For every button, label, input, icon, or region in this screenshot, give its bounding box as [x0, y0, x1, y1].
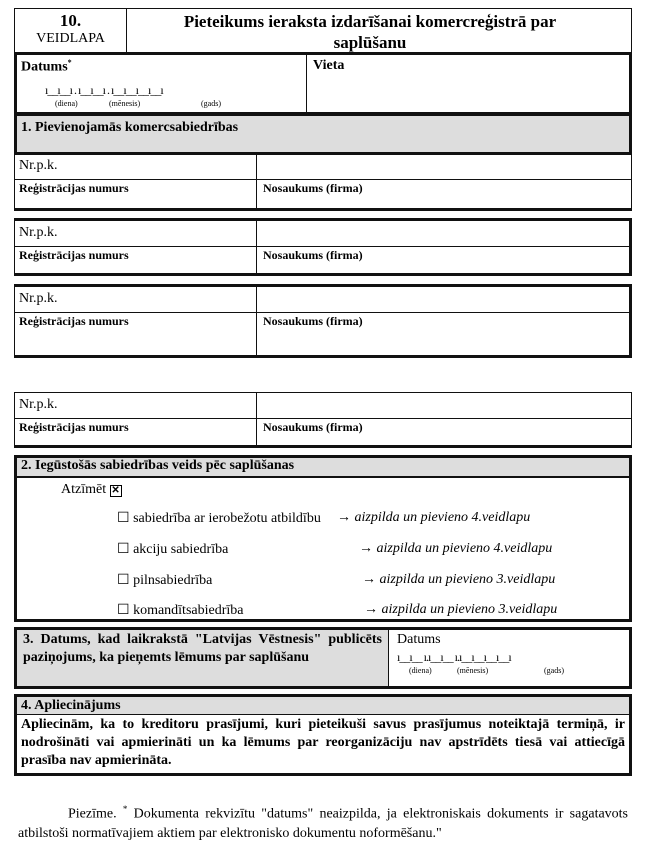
arrow-right-icon: → — [359, 541, 377, 556]
checkbox-icon[interactable]: ☐ — [117, 511, 130, 526]
checkbox-icon[interactable]: ☐ — [117, 542, 130, 557]
form-label: VEIDLAPA — [36, 31, 105, 46]
place-label: Vieta — [313, 58, 345, 73]
asterisk: * — [67, 58, 72, 67]
date-label: Datums — [21, 59, 68, 75]
certification-text: Apliecinām, ka to kreditoru prasījumi, kuri pieteikuši savus prasījumus noteiktajā termiņā, ir nodrošināti vai apmierināti un ka lēmums par reorganizāciju nav apstrīdēts tiesā vai attiecīgā prasība nav apmierināta. — [21, 717, 625, 768]
asterisk: * — [122, 804, 128, 814]
section1-title: 1. Pievienojamās komercsabiedrības — [21, 120, 239, 135]
nr-label: Nr.p.k. — [19, 225, 58, 240]
company-entry — [14, 218, 632, 276]
section3-block — [14, 627, 632, 689]
year-caption: (gads) — [544, 666, 564, 675]
section1-header — [14, 113, 632, 155]
checkbox-icon[interactable]: ☐ — [117, 573, 130, 588]
section4-block — [14, 694, 632, 776]
option-note — [362, 572, 555, 588]
year-caption: (gads) — [201, 99, 221, 108]
option-label: sabiedrība ar ierobežotu atbildību — [133, 511, 321, 526]
nr-label: Nr.p.k. — [19, 397, 58, 412]
month-caption: (mēnesis) — [457, 666, 489, 675]
checkbox-icon[interactable]: ☐ — [117, 603, 130, 618]
company-entry — [14, 153, 632, 211]
arrow-right-icon: → — [364, 602, 382, 617]
arrow-right-icon: → — [337, 510, 355, 525]
option-note — [359, 541, 552, 557]
option-note-text: aizpilda un pievieno 3.veidlapu — [381, 602, 558, 617]
date-input[interactable]: ı__ı__ı . ı__ı__ı . ı__ı__ı__ı__ı — [45, 83, 163, 97]
option-label: akciju sabiedrība — [133, 542, 229, 557]
company-name-field[interactable]: Nosaukums (firma) — [263, 248, 363, 262]
option-note-text: aizpilda un pievieno 3.veidlapu — [379, 572, 556, 587]
option-note — [337, 510, 530, 526]
form-title: Pieteikums ieraksta izdarīšanai komercreģistrā par saplūšanu — [183, 12, 557, 52]
day-caption: (diena) — [55, 99, 78, 108]
nr-input[interactable] — [258, 221, 629, 246]
company-name-field[interactable]: Nosaukums (firma) — [263, 420, 363, 434]
checked-box-icon: ✕ — [111, 485, 120, 496]
nr-label: Nr.p.k. — [19, 158, 58, 173]
form-number-cell — [15, 9, 127, 53]
company-name-field[interactable]: Nosaukums (firma) — [263, 181, 363, 195]
option-note — [364, 602, 557, 618]
mark-label: Atzīmēt — [61, 482, 107, 497]
registration-number-field[interactable]: Reģistrācijas numurs — [19, 248, 129, 262]
section4-title: 4. Apliecinājums — [17, 697, 629, 715]
nr-label: Nr.p.k. — [19, 291, 58, 306]
option-note-text: aizpilda un pievieno 4.veidlapu — [354, 510, 531, 525]
company-type-option[interactable] — [117, 572, 212, 589]
publication-date-label: Datums — [397, 632, 441, 647]
date-cell — [17, 55, 307, 112]
registration-number-field[interactable]: Reģistrācijas numurs — [19, 420, 129, 434]
option-label: komandītsabiedrība — [133, 603, 244, 618]
form-header — [14, 8, 632, 54]
day-caption: (diena) — [409, 666, 432, 675]
option-label: pilnsabiedrība — [133, 573, 213, 588]
month-caption: (mēnesis) — [109, 99, 141, 108]
registration-number-field[interactable]: Reģistrācijas numurs — [19, 181, 129, 195]
company-type-option[interactable] — [117, 541, 228, 558]
publication-date-input[interactable]: ı__ı__ ı.ı__ı__ ı.ı__ı__ı__ı__ı — [397, 650, 511, 664]
company-name-field[interactable]: Nosaukums (firma) — [263, 314, 363, 328]
footnote — [18, 800, 628, 843]
company-entry — [14, 284, 632, 358]
company-type-option[interactable] — [117, 602, 243, 619]
section3-title: 3. Datums, kad laikrakstā "Latvijas Vēstnesis" publicēts paziņojums, ka pieņemts lēmums par saplūšanu — [17, 630, 389, 686]
arrow-right-icon: → — [362, 572, 380, 587]
note-text: Dokumenta rekvizītu "datums" neaizpilda, ja elektroniskais dokuments ir sagatavots atbilstoši normatīvajiem aktiem par elektronisko dokumentu noformēšanu." — [18, 806, 629, 841]
nr-input[interactable] — [258, 154, 631, 179]
form-number: 10. — [59, 11, 82, 30]
nr-input[interactable] — [258, 287, 629, 312]
date-place-block — [14, 52, 632, 115]
section2-title: 2. Iegūstošās sabiedrības veids pēc saplūšanas — [17, 458, 629, 478]
note-label: Piezīme. — [68, 806, 117, 822]
option-note-text: aizpilda un pievieno 4.veidlapu — [376, 541, 553, 556]
section2-block — [14, 455, 632, 622]
registration-number-field[interactable]: Reģistrācijas numurs — [19, 314, 129, 328]
company-type-option[interactable] — [117, 510, 321, 527]
nr-input[interactable] — [258, 393, 631, 418]
company-entry — [14, 392, 632, 448]
